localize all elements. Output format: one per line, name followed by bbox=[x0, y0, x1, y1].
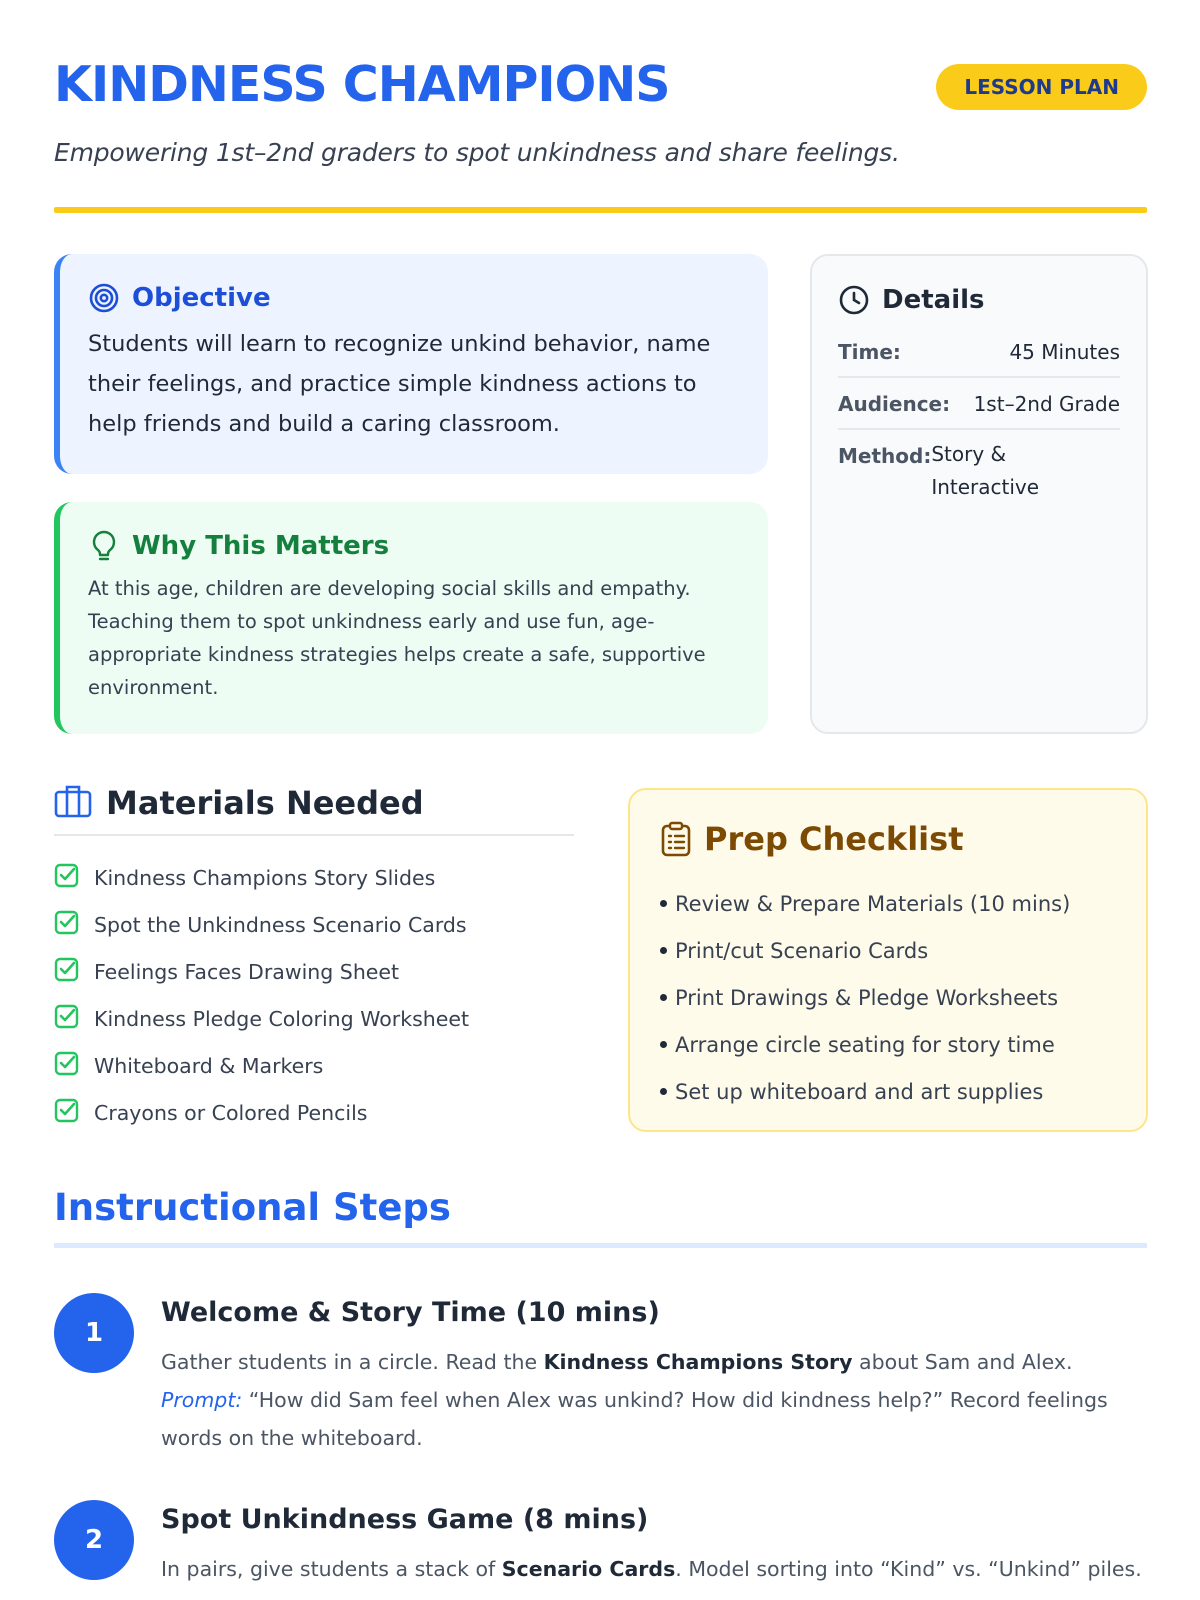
objective-title: Objective bbox=[132, 283, 271, 313]
list-item bbox=[660, 1021, 1116, 1068]
checkbox-checked-icon bbox=[54, 1050, 80, 1081]
list-item bbox=[660, 880, 1116, 927]
detail-label: Time: bbox=[838, 340, 901, 364]
why-title: Why This Matters bbox=[132, 531, 390, 561]
page-subtitle: Empowering 1st–2nd graders to spot unkindness and share feelings. bbox=[54, 138, 900, 167]
steps-divider bbox=[54, 1243, 1147, 1248]
material-label: Spot the Unkindness Scenario Cards bbox=[94, 912, 467, 937]
step-number-badge: 1 bbox=[54, 1293, 134, 1373]
step-text: about Sam and Alex. bbox=[852, 1350, 1073, 1374]
material-label: Crayons or Colored Pencils bbox=[94, 1100, 368, 1125]
detail-row-method bbox=[838, 430, 1120, 516]
step-description bbox=[161, 1343, 1147, 1457]
material-label: Feelings Faces Drawing Sheet bbox=[94, 959, 400, 984]
step-text: Gather students in a circle. Read the bbox=[161, 1350, 544, 1374]
materials-title: Materials Needed bbox=[106, 784, 424, 822]
clock-icon bbox=[838, 284, 870, 316]
checkbox-checked-icon bbox=[54, 1003, 80, 1034]
page-title: KINDNESS CHAMPIONS bbox=[54, 56, 670, 113]
bullet-icon bbox=[660, 1041, 667, 1048]
list-item bbox=[54, 1089, 574, 1136]
detail-row-audience bbox=[838, 378, 1120, 430]
why-card bbox=[54, 502, 768, 734]
clipboard-icon bbox=[660, 823, 692, 855]
checkbox-checked-icon bbox=[54, 909, 80, 940]
step-text: “How did Sam feel when Alex was unkind? How did kindness help?” Record feelings words on the whiteboard. bbox=[161, 1388, 1108, 1450]
step-text: . Model sorting into “Kind” vs. “Unkind” piles. bbox=[675, 1557, 1142, 1581]
detail-label: Audience: bbox=[838, 392, 951, 416]
step-text-bold: Kindness Champions Story bbox=[543, 1350, 853, 1374]
materials-section bbox=[54, 784, 574, 1136]
prep-item-label: Print/cut Scenario Cards bbox=[675, 938, 929, 963]
prep-item-label: Review & Prepare Materials (10 mins) bbox=[675, 891, 1071, 916]
detail-value: 45 Minutes bbox=[1009, 340, 1120, 364]
list-item bbox=[54, 1042, 574, 1089]
prep-checklist-card bbox=[628, 788, 1148, 1132]
checkbox-checked-icon bbox=[54, 862, 80, 893]
step-number-badge: 2 bbox=[54, 1500, 134, 1580]
steps-title: Instructional Steps bbox=[54, 1186, 451, 1229]
bullet-icon bbox=[660, 947, 667, 954]
prep-item-label: Arrange circle seating for story time bbox=[675, 1032, 1055, 1057]
prep-item-label: Set up whiteboard and art supplies bbox=[675, 1079, 1044, 1104]
list-item bbox=[660, 1068, 1116, 1115]
step-text-bold: Scenario Cards bbox=[501, 1557, 676, 1581]
list-item bbox=[54, 995, 574, 1042]
detail-row-time bbox=[838, 326, 1120, 378]
lightbulb-icon bbox=[88, 530, 120, 562]
list-item bbox=[54, 948, 574, 995]
material-label: Whiteboard & Markers bbox=[94, 1053, 324, 1078]
prep-list bbox=[660, 880, 1116, 1115]
checkbox-checked-icon bbox=[54, 956, 80, 987]
objective-text: Students will learn to recognize unkind behavior, name their feelings, and practice simple kindness actions to help friends and build a caring classroom. bbox=[88, 331, 711, 437]
prep-item-label: Print Drawings & Pledge Worksheets bbox=[675, 985, 1059, 1010]
details-title: Details bbox=[882, 285, 985, 315]
step-title: Welcome & Story Time (10 mins) bbox=[161, 1297, 660, 1328]
step-text: In pairs, give students a stack of bbox=[161, 1557, 502, 1581]
prompt-label: Prompt: bbox=[161, 1388, 243, 1412]
detail-label: Method: bbox=[838, 444, 932, 468]
materials-list bbox=[54, 854, 574, 1136]
bullet-icon bbox=[660, 994, 667, 1001]
header-divider bbox=[54, 207, 1147, 213]
detail-value: 1st–2nd Grade bbox=[973, 392, 1120, 416]
briefcase-icon bbox=[54, 784, 92, 822]
list-item bbox=[54, 901, 574, 948]
list-item bbox=[54, 854, 574, 901]
lesson-header bbox=[54, 56, 1147, 168]
lesson-plan-badge: LESSON PLAN bbox=[936, 64, 1147, 110]
list-item bbox=[660, 974, 1116, 1021]
bullet-icon bbox=[660, 900, 667, 907]
step-description bbox=[161, 1550, 1147, 1588]
details-card bbox=[810, 254, 1148, 734]
list-item bbox=[660, 927, 1116, 974]
why-text: At this age, children are developing social skills and empathy. Teaching them to spot unkindness early and use fun, age-appropriate kindness strategies helps create a safe, supportive environment. bbox=[88, 577, 706, 699]
step-title: Spot Unkindness Game (8 mins) bbox=[161, 1504, 649, 1535]
checkbox-checked-icon bbox=[54, 1097, 80, 1128]
material-label: Kindness Champions Story Slides bbox=[94, 865, 436, 890]
detail-value: Story & Interactive bbox=[931, 442, 1040, 499]
target-icon bbox=[88, 282, 120, 314]
bullet-icon bbox=[660, 1088, 667, 1095]
material-label: Kindness Pledge Coloring Worksheet bbox=[94, 1006, 470, 1031]
prep-title: Prep Checklist bbox=[704, 820, 964, 858]
objective-card bbox=[54, 254, 768, 474]
